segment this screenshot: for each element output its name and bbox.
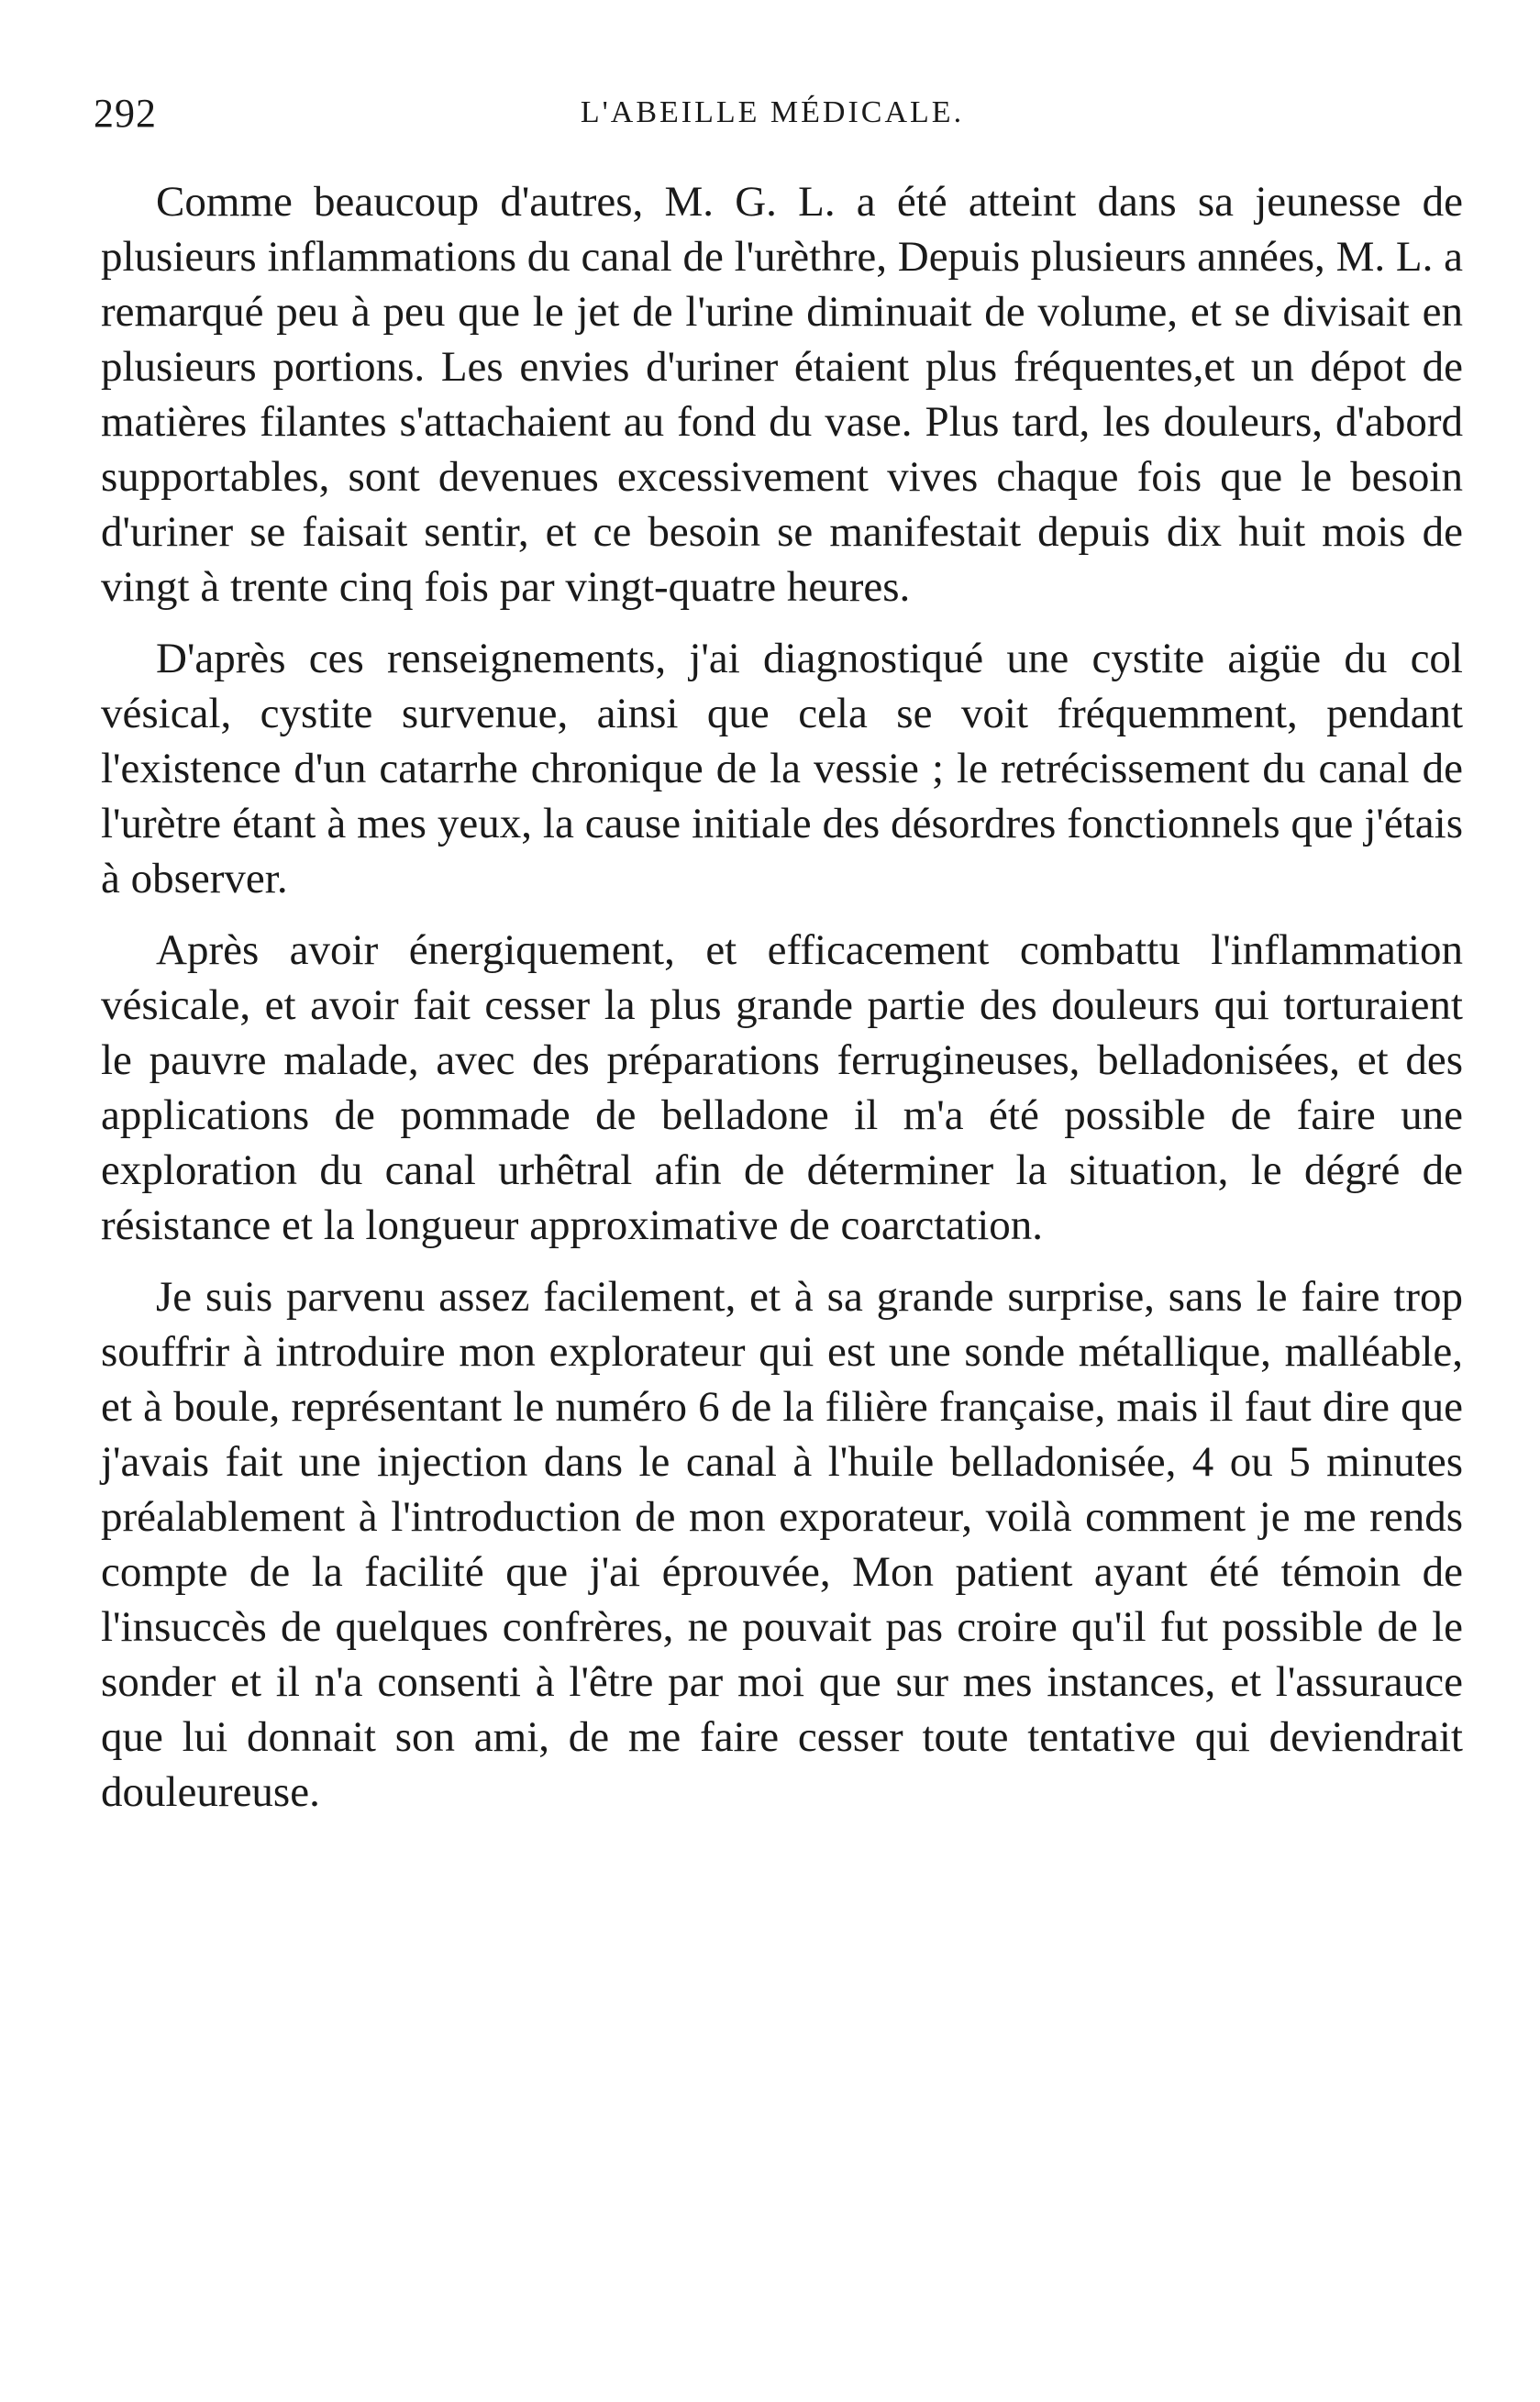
body-text (101, 174, 1463, 1836)
running-title: L'ABEILLE MÉDICALE. (580, 95, 965, 129)
paragraph: Comme beaucoup d'autres, M. G. L. a été atteint dans sa jeunesse de plusieurs inflammations du canal de l'urèthre, Depuis plusieurs années, M. L. a remarqué peu à peu que le jet de l'urine diminuait de volume, et se divisait en plusieurs portions. Les envies d'uriner étaient plus fréquentes,et un dépot de matières filantes s'attachaient au fond du vase. Plus tard, les douleurs, d'abord supportables, sont devenues excessivement vives chaque fois que le besoin d'uriner se faisait sentir, et ce besoin se manifestait depuis dix huit mois de vingt à trente cinq fois par vingt-quatre heures. (101, 178, 1463, 611)
paragraph: D'après ces renseignements, j'ai diagnostiqué une cystite aigüe du col vésical, cystite survenue, ainsi que cela se voit fréquemment, pendant l'existence d'un catarrhe chronique de la vessie ; le retrécissement du canal de l'urètre étant à mes yeux, la cause initiale des désordres fonctionnels que j'étais à observer. (101, 635, 1463, 902)
paragraph: Je suis parvenu assez facilement, et à sa grande surprise, sans le faire trop souffrir à introduire mon explorateur qui est une sonde métallique, malléable, et à boule, représentant le numéro 6 de la filière française, mais il faut dire que j'avais fait une injection dans le canal à l'huile belladonisée, 4 ou 5 minutes préalablement à l'introduction de mon exporateur, voilà comment je me rends compte de la facilité que j'ai éprouvée, Mon patient ayant été témoin de l'insuccès de quelques confrères, ne pouvait pas croire qu'il fut possible de le sonder et il n'a consenti à l'être par moi que sur mes instances, et l'assurauce que lui donnait son ami, de me faire cesser toute tentative qui deviendrait douleureuse. (101, 1273, 1463, 1816)
running-head (94, 90, 1451, 145)
page-number: 292 (94, 91, 157, 136)
paragraph: Après avoir énergiquement, et efficacement combattu l'inflammation vésicale, et avoir fait cesser la plus grande partie des douleurs qui torturaient le pauvre malade, avec des préparations ferrugineuses, belladonisées, et des applications de pommade de belladone il m'a été possible de faire une exploration du canal urhêtral afin de déterminer la situation, le dégré de résistance et la longueur approximative de coarctation. (101, 926, 1463, 1249)
